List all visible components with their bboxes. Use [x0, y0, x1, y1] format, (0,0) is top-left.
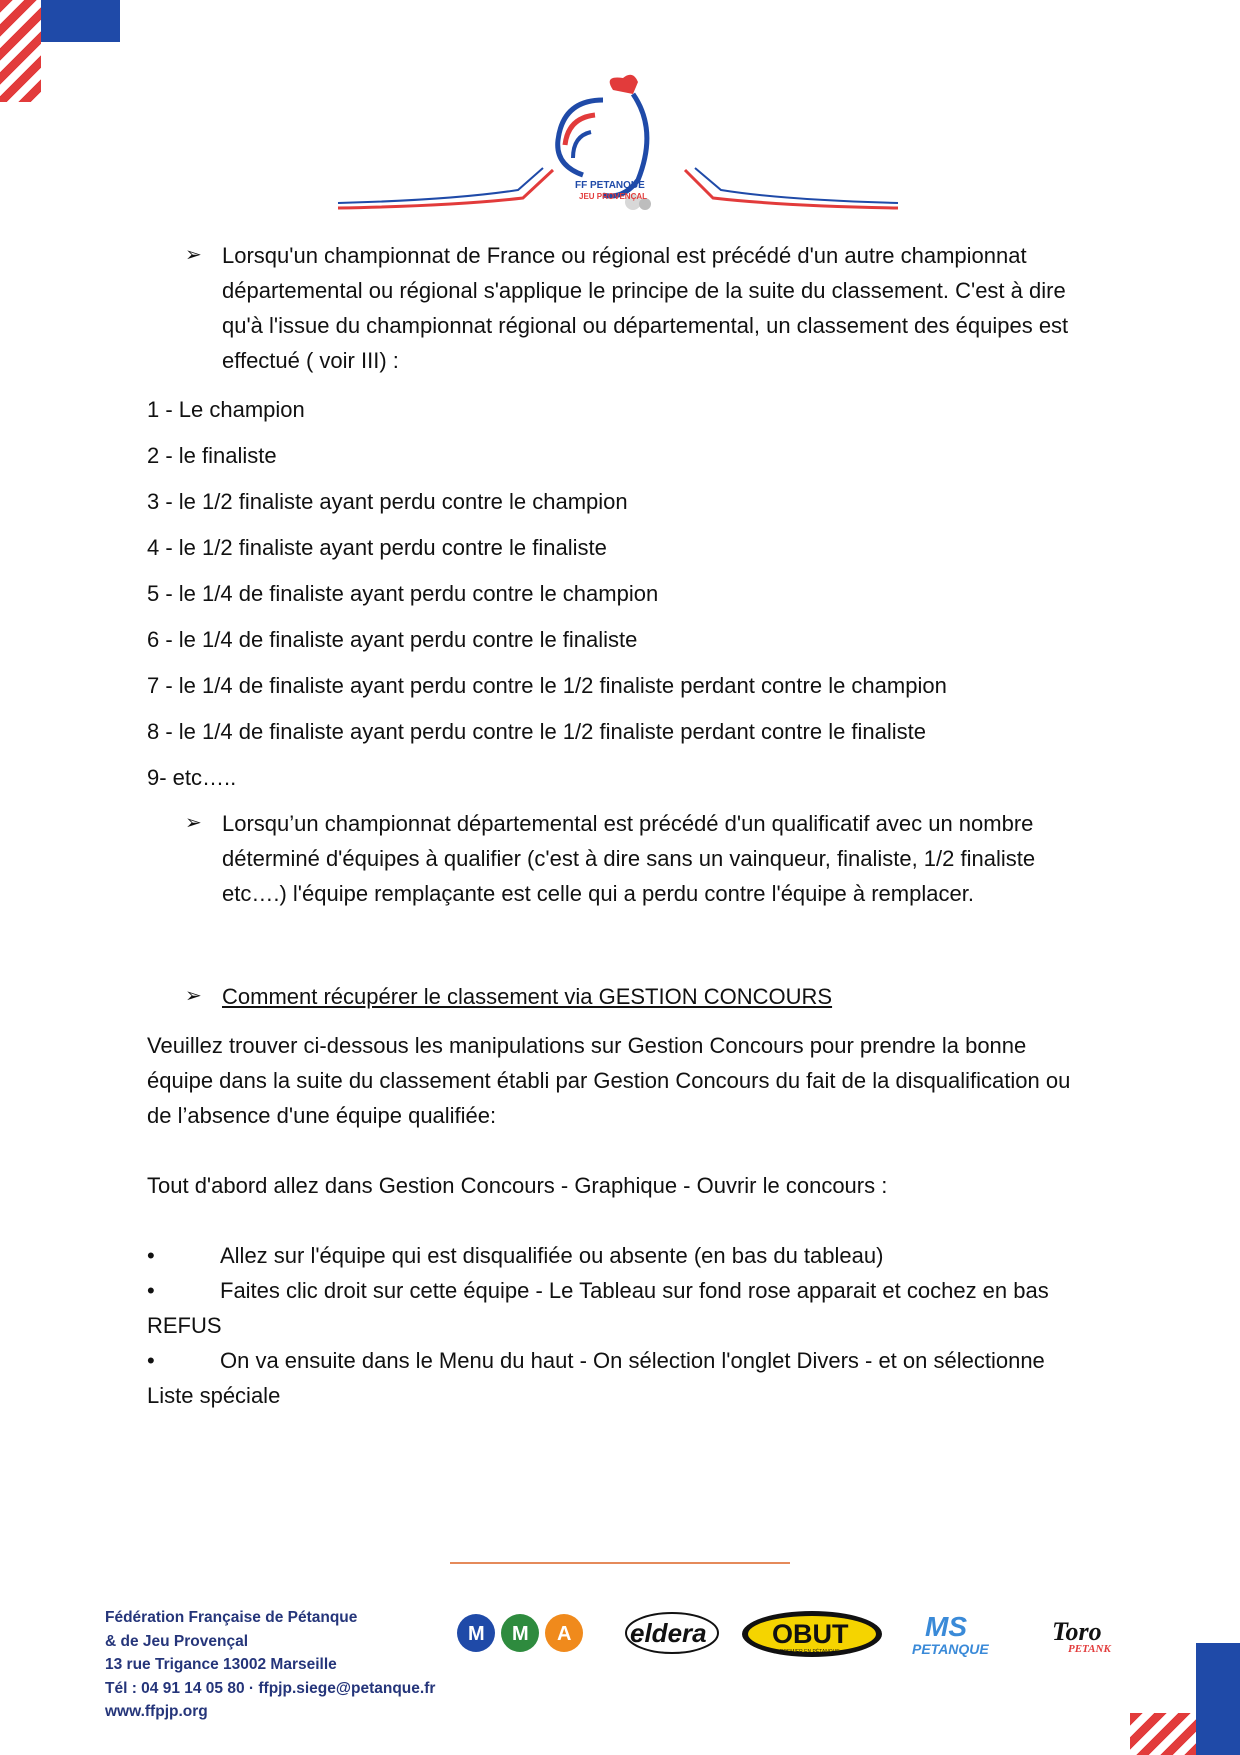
arrow-bullet-icon: ➢: [185, 244, 202, 266]
obut-logo: [742, 1611, 882, 1657]
eldera-logo: [626, 1613, 718, 1653]
toro-text: Toro: [1052, 1617, 1102, 1646]
list-item: 2 - le finaliste: [147, 443, 277, 468]
toro-subtext: PETANK: [1068, 1643, 1111, 1655]
document-body: [147, 238, 1087, 1413]
corner-decoration-stripes: [1130, 1713, 1196, 1755]
list-item: 7 - le 1/4 de finaliste ayant perdu contre le 1/2 finaliste perdant contre le champion: [147, 673, 947, 698]
address-line: www.ffpjp.org: [105, 1703, 208, 1720]
address-line: Tél : 04 91 14 05 80 · ffpjp.siege@petanque.fr: [105, 1679, 436, 1697]
logo-text-line2: JEU PROVENÇAL: [579, 192, 648, 201]
step-text: On va ensuite dans le Menu du haut - On sélection l'onglet Divers - et on sélectionne Liste spéciale: [147, 1348, 1045, 1408]
mma-logo: [457, 1614, 583, 1652]
ms-subtext: PETANQUE: [912, 1641, 989, 1657]
sponsor-logos: [450, 1598, 1150, 1668]
address-line: & de Jeu Provençal: [105, 1632, 249, 1650]
ranking-list: [147, 392, 1087, 795]
ms-petanque-logo: [912, 1611, 989, 1657]
intro-paragraph: Veuillez trouver ci-dessous les manipulations sur Gestion Concours pour prendre la bonne équipe dans la suite du classement établi par Gestion Concours du fait de la disqualification ou de l’absence d'une équipe qualifiée:: [147, 1033, 1071, 1128]
bullet-dot: •: [147, 1348, 155, 1373]
list-item: 9- etc…..: [147, 765, 237, 790]
bullet-heading-gestion-concours: [185, 979, 1087, 1014]
mma-letter: M: [468, 1623, 485, 1645]
footer-address: [105, 1606, 435, 1724]
corner-decoration-blue: [1196, 1643, 1240, 1755]
address-line: Fédération Française de Pétanque: [105, 1609, 358, 1626]
list-item: [147, 1343, 1087, 1413]
bullet-dot: •: [147, 1243, 155, 1268]
list-item: 4 - le 1/2 finaliste ayant perdu contre le finaliste: [147, 535, 607, 560]
obut-text: OBUT: [772, 1619, 849, 1649]
mma-letter: A: [557, 1623, 572, 1645]
toro-petank-logo: [1052, 1617, 1111, 1655]
arrow-bullet-icon: ➢: [185, 985, 202, 1007]
logo-text-line1: FF PETANQUE: [575, 180, 645, 191]
bullet-qualificatif: [185, 806, 1087, 911]
bullet-dot: •: [147, 1278, 155, 1303]
list-item: [147, 1273, 1087, 1343]
instruction-paragraph: Tout d'abord allez dans Gestion Concours - Graphique - Ouvrir le concours :: [147, 1173, 888, 1198]
step-text: Faites clic droit sur cette équipe - Le Tableau sur fond rose apparait et cochez en bas REFUS: [147, 1278, 1049, 1338]
mma-letter: M: [512, 1623, 529, 1645]
bullet-text: Lorsqu’un championnat départemental est précédé d'un qualificatif avec un nombre déterminé d'équipes à qualifier (c'est à dire sans un vainqueur, finaliste, 1/2 finaliste etc….) l'équipe remplaçante est celle qui a perdu contre l'équipe à remplacer.: [222, 811, 1036, 906]
obut-subtext: PREMIER EN PÉTANQUE: [780, 1649, 840, 1655]
list-item: 3 - le 1/2 finaliste ayant perdu contre le champion: [147, 489, 628, 514]
list-item: 5 - le 1/4 de finaliste ayant perdu contre le champion: [147, 581, 659, 606]
eldera-text: eldera: [630, 1618, 707, 1648]
bullet-suite-classement: [185, 238, 1087, 378]
list-item: 6 - le 1/4 de finaliste ayant perdu contre le finaliste: [147, 627, 638, 652]
ms-text: MS: [925, 1611, 967, 1642]
arrow-bullet-icon: ➢: [185, 812, 202, 834]
footer-divider: [450, 1562, 790, 1564]
steps-list: [147, 1238, 1087, 1413]
list-item: 8 - le 1/4 de finaliste ayant perdu contre le 1/2 finaliste perdant contre le finaliste: [147, 719, 927, 744]
section-heading: Comment récupérer le classement via GESTION CONCOURS: [222, 984, 833, 1009]
step-text: Allez sur l'équipe qui est disqualifiée ou absente (en bas du tableau): [220, 1243, 884, 1268]
corner-decoration-stripes: [0, 0, 41, 102]
address-line: 13 rue Trigance 13002 Marseille: [105, 1656, 337, 1673]
ffpjp-logo: [333, 70, 903, 215]
bullet-text: Lorsqu'un championnat de France ou régional est précédé d'un autre championnat départemental ou régional s'applique le principe de la suite du classement. C'est à dire qu'à l'issue du championnat régional ou départemental, un classement des équipes est effectué ( voir III) :: [222, 243, 1069, 373]
list-item: 1 - Le champion: [147, 397, 305, 422]
list-item: [147, 1238, 1087, 1273]
